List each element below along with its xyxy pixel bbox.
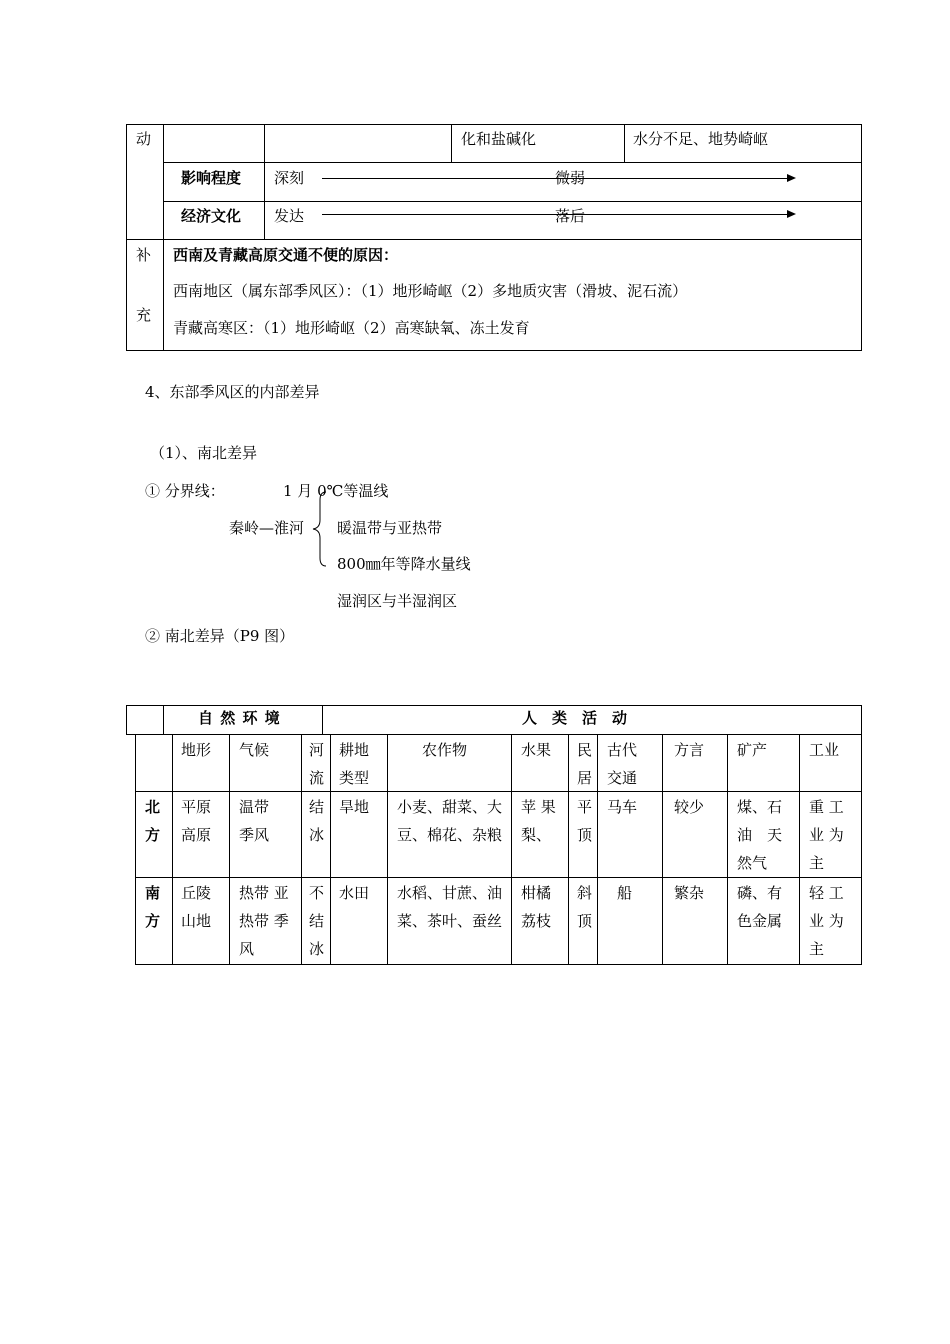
economy-end: 落后	[555, 207, 586, 225]
header-river: 河流	[309, 741, 325, 787]
arrow-right-icon	[787, 210, 796, 218]
header-house: 民居	[577, 741, 593, 787]
section-sub: （1）、南北差异	[150, 444, 258, 462]
row1-col1: 动	[136, 130, 152, 148]
north-mineral: 煤、石 油 天 然气	[737, 798, 783, 872]
impact-start: 深刻	[274, 169, 305, 187]
supp-line2: 青藏高寒区：（1）地形崎岖（2）高寒缺氧、冻土发育	[173, 319, 530, 337]
header-crops: 农作物	[422, 741, 468, 759]
south-fruit: 柑橘 荔枝	[521, 884, 552, 930]
south-house: 斜顶	[577, 884, 593, 930]
brace-item-1: 1 月 0℃等温线	[283, 482, 389, 500]
north-label: 北方	[145, 798, 161, 844]
north-dialect: 较少	[674, 798, 705, 816]
header-traffic: 古代交通	[607, 741, 638, 787]
economy-label: 经济文化	[181, 207, 242, 225]
south-dialect: 繁杂	[674, 884, 705, 902]
section-title: 4、东部季风区的内部差异	[145, 383, 320, 401]
group-natural: 自 然 环 境	[198, 709, 281, 727]
header-climate: 气候	[239, 741, 270, 759]
south-climate: 热带 亚热带 季风	[239, 884, 289, 958]
economy-start: 发达	[274, 207, 305, 225]
header-dialect: 方言	[674, 741, 705, 759]
brace-item-2: 暖温带与亚热带	[337, 519, 443, 537]
brace-item-4: 湿润区与半湿润区	[337, 592, 458, 610]
south-river: 不结冰	[309, 884, 325, 958]
header-fruit: 水果	[521, 741, 552, 759]
north-fruit: 苹 果 梨、	[521, 798, 556, 844]
north-traffic: 马车	[607, 798, 638, 816]
row1-col4: 化和盐碱化	[461, 130, 537, 148]
south-crops: 水稻、甘蔗、油菜、茶叶、蚕丝	[397, 884, 503, 930]
north-crops: 小麦、甜菜、大豆、棉花、杂粮	[397, 798, 503, 844]
supp-line1: 西南地区（属东部季风区）：（1）地形崎岖（2）多地质灾害（滑坡、泥石流）	[173, 282, 688, 300]
north-climate: 温带 季风	[239, 798, 270, 844]
south-terrain: 丘陵 山地	[181, 884, 212, 930]
item2: ② 南北差异（P9 图）	[145, 627, 295, 645]
header-terrain: 地形	[181, 741, 212, 759]
south-mineral: 磷、有 色金属	[737, 884, 783, 930]
header-land: 耕地类型	[339, 741, 370, 787]
item1: ① 分界线：	[145, 482, 225, 500]
south-traffic: 船	[617, 884, 633, 902]
header-industry: 工业	[809, 741, 840, 759]
south-industry: 轻 工 业 为 主	[809, 884, 844, 958]
supp-label-a: 补	[136, 246, 152, 264]
supp-label-b: 充	[136, 306, 152, 324]
brace-label: 秦岭—淮河	[229, 519, 305, 537]
south-label: 南方	[145, 884, 161, 930]
brace-item-3: 800㎜年等降水量线	[337, 555, 471, 573]
supp-heading: 西南及青藏高原交通不便的原因：	[173, 246, 399, 264]
arrow-right-icon	[787, 174, 796, 182]
impact-end: 微弱	[555, 169, 586, 187]
north-terrain: 平原 高原	[181, 798, 212, 844]
row1-col5: 水分不足、地势崎岖	[633, 130, 769, 148]
impact-label: 影响程度	[181, 169, 242, 187]
south-land: 水田	[339, 884, 370, 902]
header-mineral: 矿产	[737, 741, 768, 759]
north-industry: 重 工 业 为 主	[809, 798, 844, 872]
north-river: 结冰	[309, 798, 325, 844]
north-house: 平顶	[577, 798, 593, 844]
north-land: 旱地	[339, 798, 370, 816]
group-human: 人 类 活 动	[522, 709, 628, 727]
brace-icon	[310, 490, 330, 568]
